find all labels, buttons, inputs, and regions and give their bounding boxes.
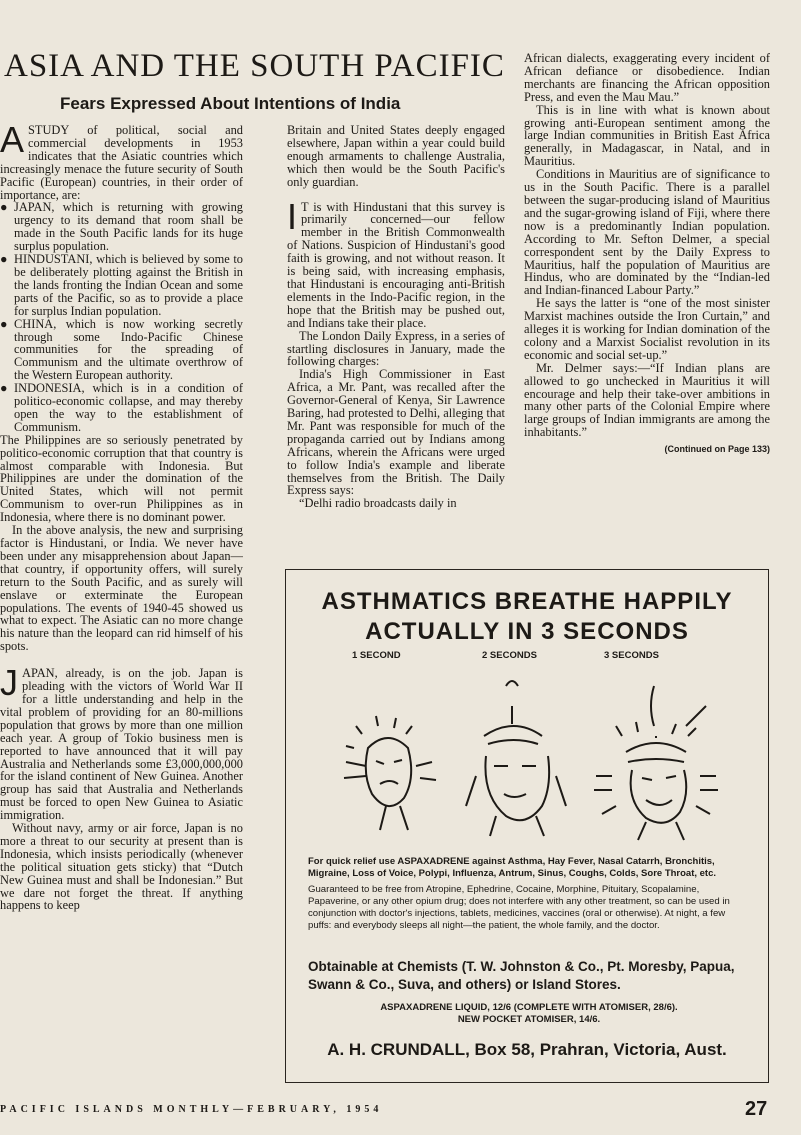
article-column-2: [287, 124, 505, 564]
label-3-seconds: 3 SECONDS: [604, 650, 659, 661]
paragraph: This is in line with what is known about growing anti-European sentiment among the large Indian communities in British East Africa generally, in Madagascar, in Natal, and in Mauritius.: [524, 102, 770, 169]
paragraph: India's High Commissioner in East Africa, a Mr. Pant, was recalled after the Governor-General of Kenya, Sir Lawrence Baring, had protested to Delhi, alleging that Mr. Pant was responsible for much of the propaganda carried out by Indians among Africans, wherein the Africans were urged to follow India's example and liberate themselves from the British. The Daily Express says:: [287, 367, 505, 498]
drop-cap-i: I: [287, 195, 298, 237]
ad-obtainable-text: Obtainable at Chemists (T. W. Johnston & Co., Pt. Moresby, Papua, Swann & Co., Suva, and others) or Island Stores.: [308, 959, 735, 992]
drop-cap-a: A: [0, 124, 25, 160]
asthma-advertisement: [285, 569, 769, 1083]
face-2-illustration: [466, 681, 566, 836]
label-2-seconds: 2 SECONDS: [482, 650, 537, 661]
article-title: ASIA AND THE SOUTH PACIFIC: [4, 48, 505, 84]
ad-relief-text: For quick relief use ASPAXADRENE against Asthma, Hay Fever, Nasal Catarrh, Bronchitis, Migraine, Loss of Voice, Polypi, Influenza, Antrum, Sinus, Coughs, Colds, Sore Throat, etc.: [308, 856, 717, 879]
face-3-illustration: [594, 686, 718, 840]
paragraph: “Delhi radio broadcasts daily in: [299, 496, 457, 511]
paragraph: The London Daily Express, in a series of startling disclosures in January, made the following charges:: [287, 328, 505, 369]
paragraph: Conditions in Mauritius are of significance to us in the South Pacific. There is a parallel between the sugar-producing island of Mauritius and the sugar-growing island of Fiji, where there now is a predominantly Indian population. According to Mr. Sefton Delmer, a special correspondent sent by the Daily Express to Mauritius, half the population of Mauritius are Hindus, who are dominated by the “Indian-led and Indian-financed Labour Party.”: [524, 167, 770, 298]
ad-address: A. H. CRUNDALL, Box 58, Prahran, Victoria, Aust.: [327, 1040, 727, 1059]
continued-note: (Continued on Page 133): [664, 444, 770, 455]
bullet-china: ● CHINA, which is now working secretly through some Indo-Pacific Chinese communities for the spreading of Communism and the ultimate overthrow of the Western European authority.: [0, 316, 243, 383]
page-number: 27: [745, 1098, 768, 1120]
ad-liquid-price: ASPAXADRENE LIQUID, 12/6 (COMPLETE WITH ATOMISER, 28/6).: [380, 1002, 678, 1013]
paragraph-japan: JAPAN, already, is on the job. Japan is pleading with the victors of World War II for a little understanding and help in the vital problem of providing for an 80-millions population that grows by more than one million each year. A group of Tokio business men is reported to have announced that it will pay Australia and Netherlands some £3,000,000,000 for the island continent of New Guinea. Another group has said that Australia and Netherlands must be forced to open New Guinea to Asiatic immigration.: [0, 662, 243, 823]
bullet-icon: ●: [0, 381, 8, 396]
paragraph: African dialects, exaggerating every incident of African defiance or disobedience. Indian merchants are financing the African opposition Press, and even the Mau Mau.”: [524, 52, 770, 104]
bullet-indonesia: ● INDONESIA, which is in a condition of politico-economic collapse, and may thereby open the way to the establishment of Communism.: [0, 381, 243, 434]
ad-subheadline: ACTUALLY IN 3 SECONDS: [365, 618, 689, 645]
page-footer: PACIFIC ISLANDS MONTHLY—FEBRUARY, 1954: [0, 1104, 383, 1115]
paragraph: He says the latter is “one of the most sinister Marxist machines outside the Iron Curtain,” and alleges it is working for Indian domination of the colony and a Marxist Socialist revolution in its economic and social set-up.”: [524, 296, 770, 362]
bullet-icon: ●: [0, 316, 8, 331]
ad-price-text: [308, 1002, 750, 1026]
bullet-icon: ●: [0, 200, 8, 215]
paragraph: In the above analysis, the new and surprising factor is Hindustani, or India. We never have been under any misapprehension about Japan—that country, if opportunity offers, will surely return to the South Pacific, and as surely will enslave or exterminate the European populations. The events of 1940-45 showed us what to expect. The Asiatic can no more change his nature than the leopard can rid himself of his spots.: [0, 523, 243, 654]
paragraph: Britain and United States deeply engaged elsewhere, Japan within a year could build enough armaments to challenge Australia, which then would be the South Pacific's only guardian.: [287, 124, 505, 189]
article-subtitle: Fears Expressed About Intentions of India: [60, 94, 401, 113]
paragraph: The Philippines are so seriously penetrated by politico-economic corruption that that country is almost comparable with Indonesia. But Philippines are under the domination of the United States, which will not permit Communism to over-run Philippines as in Indonesia, where there is no dominant power.: [0, 432, 243, 525]
paragraph: Without navy, army or air force, Japan is no more a threat to our security at present than is Indonesia, which insists periodically (whenever the political situation gets sticky) that “Dutch New Guinea must and shall be Indonesian.” But we dare not forget the threat. If anything happens to keep: [0, 821, 243, 913]
label-1-second: 1 SECOND: [352, 650, 401, 661]
ad-pocket-price: NEW POCKET ATOMISER, 14/6.: [457, 1014, 601, 1025]
drop-cap-j: J: [0, 662, 18, 704]
bullet-hindustani: ● HINDUSTANI, which is believed by some to be deliberately plotting against the British in the lands fronting the Indian Ocean and some parts of the Pacific, so as to provide a place for surplus Indian population.: [0, 252, 243, 318]
ad-headline: ASTHMATICS BREATHE HAPPILY: [321, 588, 733, 615]
article-column-1: [0, 124, 243, 1084]
paragraph: Mr. Delmer says:—“If Indian plans are allowed to go unchecked in Mauritius it will encourage and help their take-over ambitions in many other parts of the Colonial Empire where large groups of Indian immigrants are among the inhabitants.”: [524, 360, 770, 440]
face-illustrations: [316, 666, 736, 846]
intro-paragraph: ASTUDY of political, social and commercial developments in 1953 indicates that the Asiatic countries which increasingly menace the future security of South Pacific (European) countries, in their order of importance, are:: [0, 124, 243, 202]
bullet-icon: ●: [0, 252, 8, 267]
paragraph-hindustani: I T is with Hindustani that this survey is primarily concerned—our fellow member in the British Commonwealth of Nations. Suspicion of Hindustani's good faith is growing, and not without reason. It is being said, with increasing emphasis, that Hindustani is encouraging anti-British elements in the Indo-Pacific region, in the hope that the British may be pushed out, and Indians take their place.: [287, 195, 505, 330]
ad-guarantee-text: Guaranteed to be free from Atropine, Ephedrine, Cocaine, Morphine, Pituitary, Scopalamine, Papaverine, or any other opium drug; does not interfere with any other treatment, so can be used in conjunction with doctor's injections, tablets, medicines, vaccines (oral or otherwise). At night, a few puffs: and everybody sleeps all night—the patient, the whole family, and the doctor.: [308, 884, 730, 931]
bullet-japan: ● JAPAN, which is returning with growing urgency to its demand that room shall be made in the South Pacific lands for its huge surplus population.: [0, 200, 243, 254]
face-1-illustration: [344, 716, 436, 830]
article-column-3: [524, 52, 770, 562]
